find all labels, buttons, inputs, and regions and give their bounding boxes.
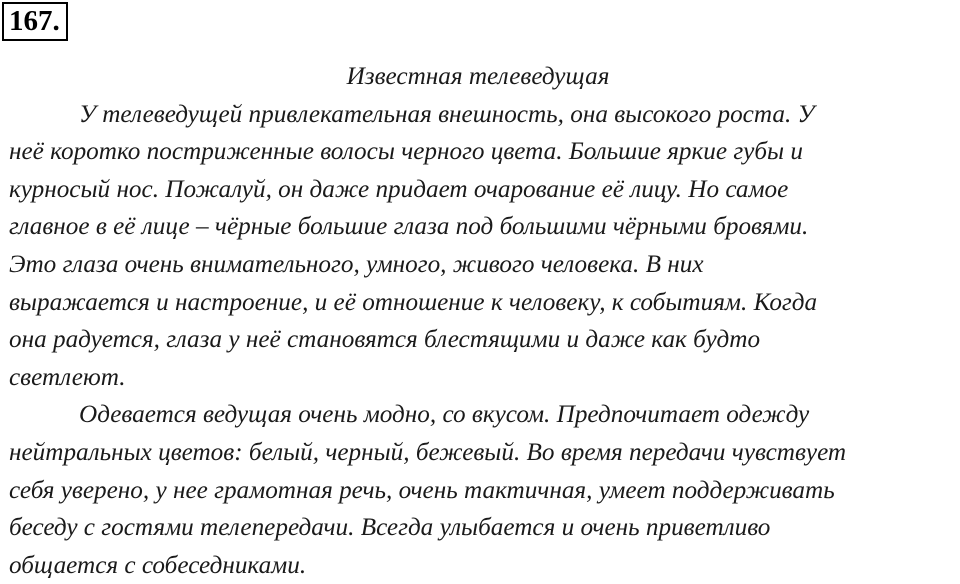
text-block — [9, 58, 959, 584]
text-line: У телеведущей привлекательная внешность, она высокого роста. У — [79, 100, 815, 128]
text-line: выражается и настроение, и её отношение к человеку, к событиям. Когда — [9, 288, 818, 316]
text-line: главное в её лице – чёрные большие глаза под большими чёрными бровями. — [9, 213, 809, 241]
text-line: светлеют. — [9, 363, 126, 391]
text-line: общается с собеседниками. — [9, 551, 307, 579]
text-line: нейтральных цветов: белый, черный, бежевый. Во время передачи чувствует — [9, 438, 847, 466]
text-line: себя уверено, у нее грамотная речь, очень тактичная, умеет поддерживать — [9, 476, 835, 504]
text-line: неё коротко постриженные волосы черного цвета. Большие яркие губы и — [9, 138, 803, 166]
text-line: Это глаза очень внимательного, умного, живого человека. В них — [9, 250, 704, 278]
exercise-number: 167. — [2, 2, 68, 41]
text-title: Известная телеведущая — [346, 63, 610, 90]
text-line: беседу с гостями телепередачи. Всегда улыбается и очень приветливо — [9, 514, 771, 542]
text-line: она радуется, глаза у неё становятся блестящими и даже как будто — [9, 326, 761, 354]
text-line: Одевается ведущая очень модно, со вкусом. Предпочитает одежду — [79, 401, 810, 429]
text-line: курносый нос. Пожалуй, он даже придает очарование её лицу. Но самое — [9, 175, 789, 203]
